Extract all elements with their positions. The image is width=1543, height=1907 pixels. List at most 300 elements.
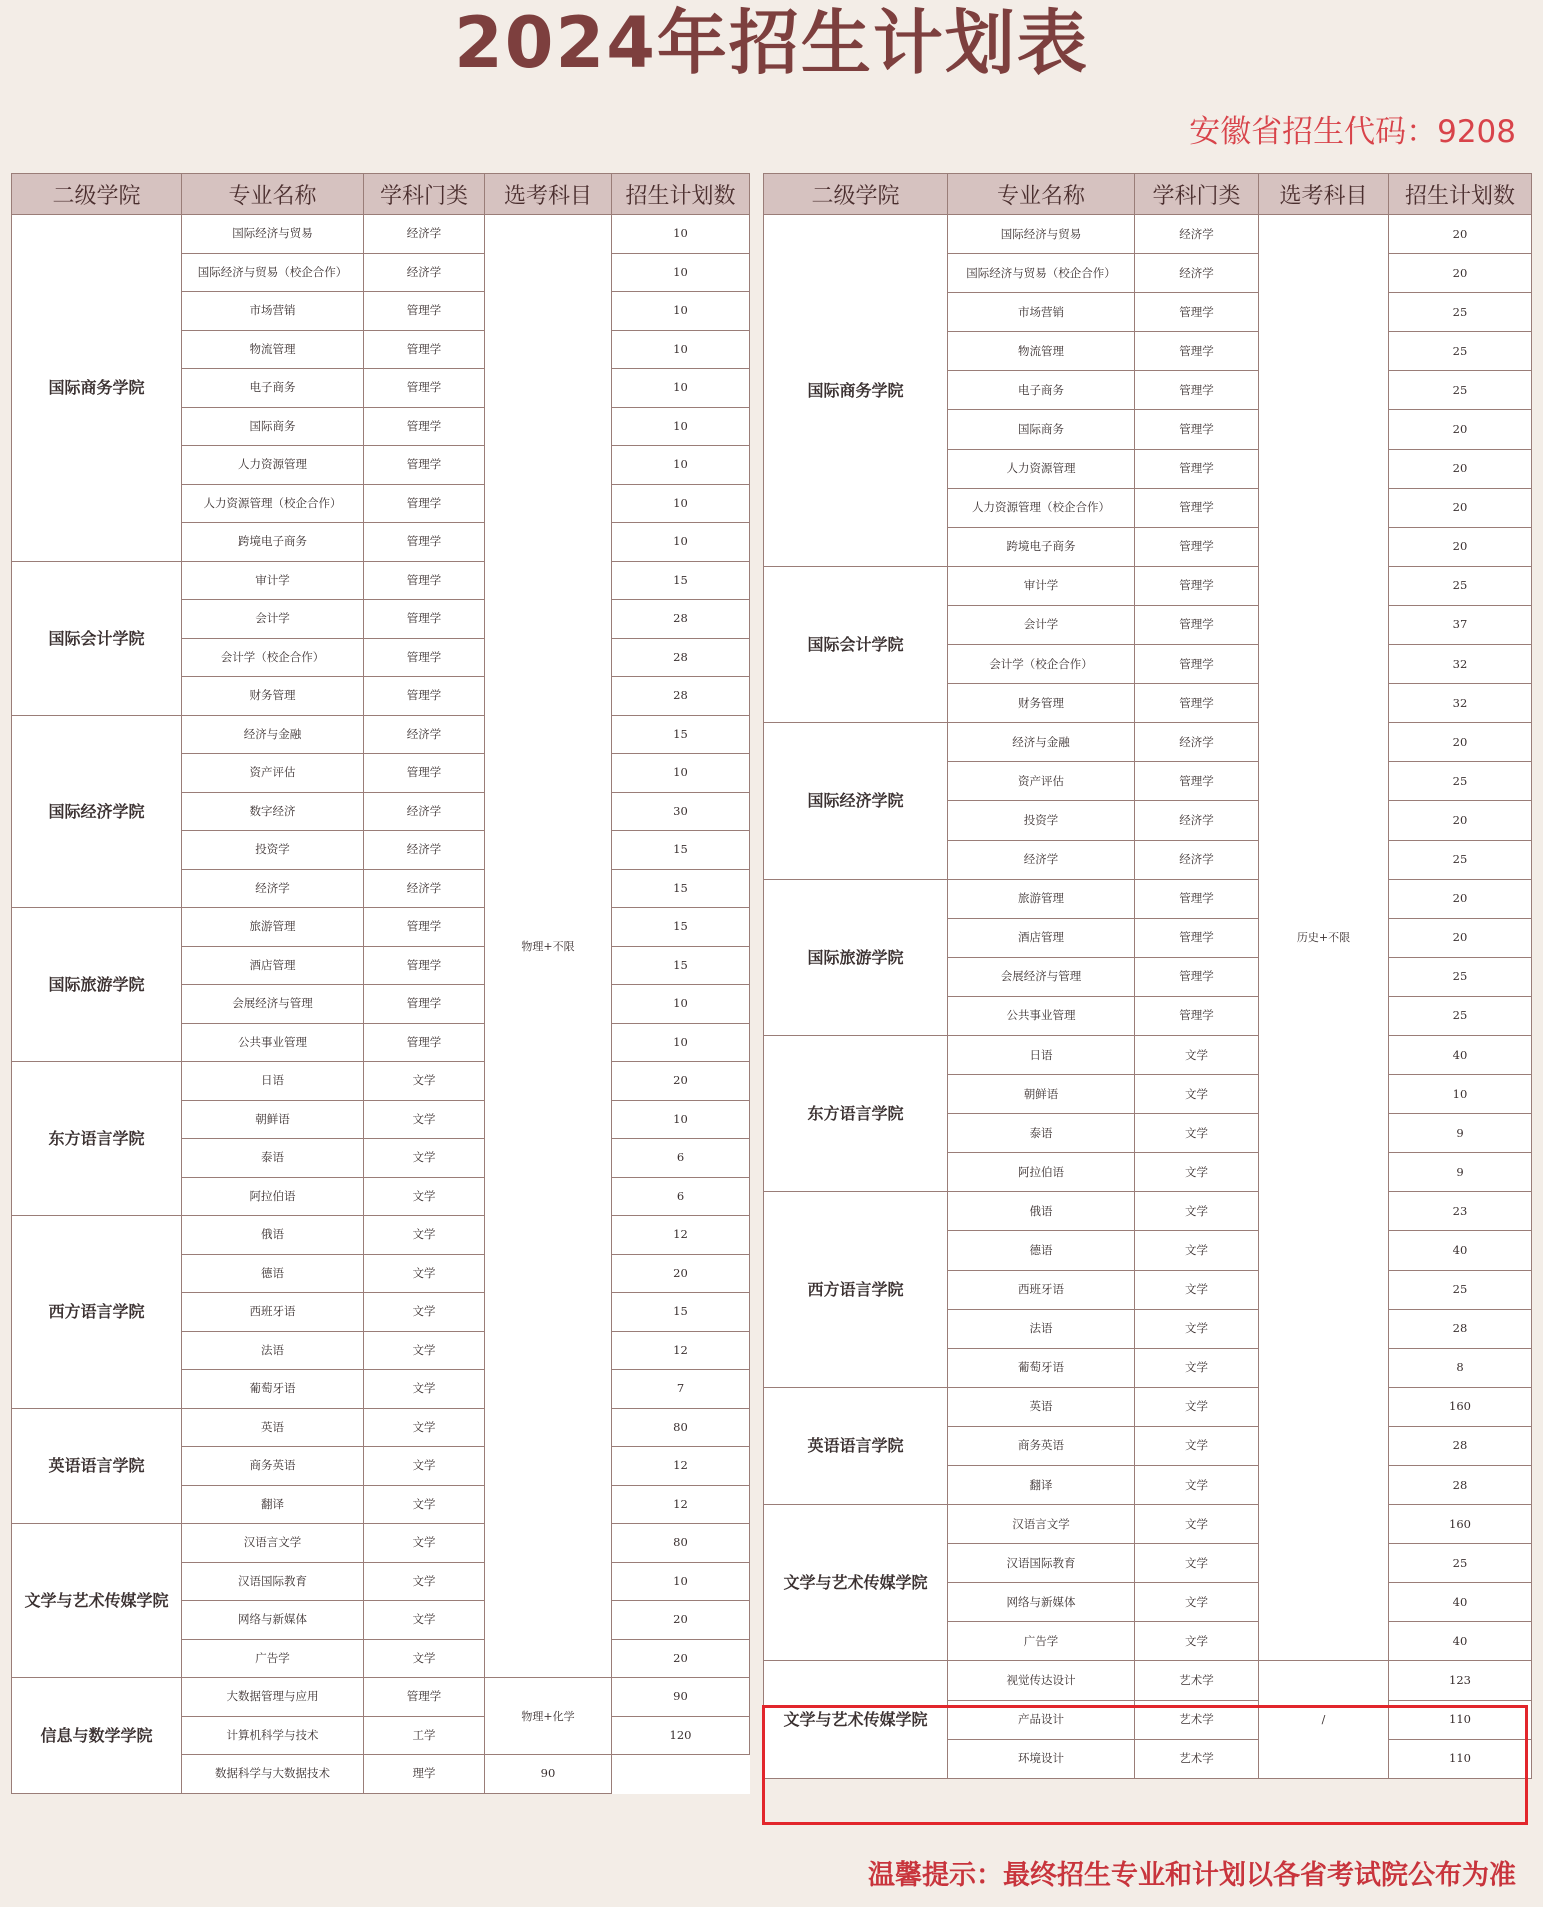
category-cell: 管理学 bbox=[1135, 410, 1259, 449]
major-cell: 公共事业管理 bbox=[182, 1023, 364, 1062]
major-cell: 英语 bbox=[948, 1387, 1135, 1426]
major-cell: 经济学 bbox=[182, 869, 364, 908]
college-cell: 东方语言学院 bbox=[764, 1035, 948, 1191]
major-cell: 经济与金融 bbox=[948, 723, 1135, 762]
plan-count-cell: 15 bbox=[612, 946, 750, 985]
college-cell: 国际经济学院 bbox=[764, 723, 948, 879]
plan-count-cell: 30 bbox=[612, 792, 750, 831]
category-cell: 管理学 bbox=[364, 407, 485, 446]
major-cell: 审计学 bbox=[948, 566, 1135, 605]
major-cell: 会计学 bbox=[948, 605, 1135, 644]
major-cell: 投资学 bbox=[182, 831, 364, 870]
major-cell: 俄语 bbox=[182, 1216, 364, 1255]
header-plan: 招生计划数 bbox=[1389, 174, 1532, 215]
major-cell: 经济与金融 bbox=[182, 715, 364, 754]
plan-count-cell: 10 bbox=[612, 446, 750, 485]
plan-count-cell: 10 bbox=[612, 215, 750, 254]
major-cell: 泰语 bbox=[948, 1114, 1135, 1153]
category-cell: 管理学 bbox=[1135, 996, 1259, 1035]
header-category: 学科门类 bbox=[1135, 174, 1259, 215]
category-cell: 文学 bbox=[1135, 1114, 1259, 1153]
category-cell: 管理学 bbox=[364, 946, 485, 985]
category-cell: 经济学 bbox=[364, 869, 485, 908]
major-cell: 葡萄牙语 bbox=[182, 1370, 364, 1409]
category-cell: 经济学 bbox=[364, 715, 485, 754]
subject-cell: / bbox=[1259, 1661, 1389, 1778]
major-cell: 汉语国际教育 bbox=[948, 1544, 1135, 1583]
plan-count-cell: 32 bbox=[1389, 645, 1532, 684]
major-cell: 跨境电子商务 bbox=[948, 527, 1135, 566]
table-row bbox=[12, 215, 750, 254]
plan-count-cell: 28 bbox=[612, 638, 750, 677]
category-cell: 文学 bbox=[364, 1524, 485, 1563]
category-cell: 管理学 bbox=[364, 484, 485, 523]
category-cell: 管理学 bbox=[1135, 488, 1259, 527]
subject-cell: 历史+不限 bbox=[1259, 215, 1389, 1661]
table-row bbox=[12, 1678, 750, 1717]
plan-count-cell: 25 bbox=[1389, 957, 1532, 996]
subject-cell: 物理+化学 bbox=[485, 1678, 612, 1755]
major-cell: 人力资源管理（校企合作） bbox=[948, 488, 1135, 527]
category-cell: 文学 bbox=[364, 1485, 485, 1524]
table-row bbox=[764, 723, 1532, 762]
category-cell: 艺术学 bbox=[1135, 1700, 1259, 1739]
plan-count-cell: 25 bbox=[1389, 293, 1532, 332]
category-cell: 管理学 bbox=[364, 1678, 485, 1717]
plan-count-cell: 80 bbox=[612, 1524, 750, 1563]
category-cell: 文学 bbox=[1135, 1387, 1259, 1426]
major-cell: 泰语 bbox=[182, 1139, 364, 1178]
major-cell: 计算机科学与技术 bbox=[182, 1716, 364, 1755]
major-cell: 会计学（校企合作） bbox=[182, 638, 364, 677]
major-cell: 西班牙语 bbox=[182, 1293, 364, 1332]
plan-count-cell: 12 bbox=[612, 1331, 750, 1370]
category-cell: 文学 bbox=[1135, 1622, 1259, 1661]
plan-count-cell: 32 bbox=[1389, 684, 1532, 723]
footer-tip: 温馨提示：最终招生专业和计划以各省考试院公布为准 bbox=[868, 1860, 1516, 1891]
major-cell: 电子商务 bbox=[182, 369, 364, 408]
category-cell: 文学 bbox=[1135, 1348, 1259, 1387]
category-cell: 文学 bbox=[364, 1370, 485, 1409]
table-row bbox=[12, 1062, 750, 1101]
category-cell: 管理学 bbox=[364, 523, 485, 562]
category-cell: 理学 bbox=[364, 1755, 485, 1794]
college-cell: 国际会计学院 bbox=[12, 561, 182, 715]
header-college: 二级学院 bbox=[12, 174, 182, 215]
category-cell: 文学 bbox=[1135, 1505, 1259, 1544]
college-cell: 东方语言学院 bbox=[12, 1062, 182, 1216]
plan-count-cell: 15 bbox=[612, 1293, 750, 1332]
category-cell: 经济学 bbox=[1135, 801, 1259, 840]
college-cell: 西方语言学院 bbox=[12, 1216, 182, 1409]
plan-count-cell: 10 bbox=[612, 754, 750, 793]
college-cell: 国际商务学院 bbox=[12, 215, 182, 562]
category-cell: 文学 bbox=[364, 1293, 485, 1332]
category-cell: 管理学 bbox=[364, 561, 485, 600]
header-category: 学科门类 bbox=[364, 174, 485, 215]
major-cell: 翻译 bbox=[948, 1466, 1135, 1505]
plan-count-cell: 110 bbox=[1389, 1700, 1532, 1739]
category-cell: 文学 bbox=[364, 1254, 485, 1293]
category-cell: 经济学 bbox=[1135, 723, 1259, 762]
category-cell: 管理学 bbox=[364, 638, 485, 677]
college-cell: 国际经济学院 bbox=[12, 715, 182, 908]
plan-count-cell: 40 bbox=[1389, 1622, 1532, 1661]
major-cell: 德语 bbox=[182, 1254, 364, 1293]
category-cell: 文学 bbox=[1135, 1583, 1259, 1622]
category-cell: 文学 bbox=[1135, 1075, 1259, 1114]
major-cell: 大数据管理与应用 bbox=[182, 1678, 364, 1717]
plan-count-cell: 20 bbox=[612, 1639, 750, 1678]
category-cell: 管理学 bbox=[364, 446, 485, 485]
category-cell: 文学 bbox=[1135, 1309, 1259, 1348]
major-cell: 翻译 bbox=[182, 1485, 364, 1524]
header-subjects: 选考科目 bbox=[1259, 174, 1389, 215]
plan-count-cell: 9 bbox=[1389, 1114, 1532, 1153]
plan-count-cell: 25 bbox=[1389, 332, 1532, 371]
plan-count-cell: 160 bbox=[1389, 1505, 1532, 1544]
plan-count-cell: 25 bbox=[1389, 371, 1532, 410]
table-row bbox=[12, 1216, 750, 1255]
header-plan: 招生计划数 bbox=[612, 174, 750, 215]
category-cell: 管理学 bbox=[1135, 332, 1259, 371]
major-cell: 朝鲜语 bbox=[182, 1100, 364, 1139]
category-cell: 管理学 bbox=[364, 677, 485, 716]
plan-count-cell: 25 bbox=[1389, 1544, 1532, 1583]
category-cell: 经济学 bbox=[364, 215, 485, 254]
major-cell: 会展经济与管理 bbox=[948, 957, 1135, 996]
major-cell: 德语 bbox=[948, 1231, 1135, 1270]
plan-count-cell: 10 bbox=[612, 985, 750, 1024]
plan-count-cell: 6 bbox=[612, 1139, 750, 1178]
plan-count-cell: 25 bbox=[1389, 996, 1532, 1035]
plan-count-cell: 10 bbox=[1389, 1075, 1532, 1114]
major-cell: 法语 bbox=[182, 1331, 364, 1370]
plan-count-cell: 10 bbox=[612, 407, 750, 446]
major-cell: 旅游管理 bbox=[182, 908, 364, 947]
category-cell: 经济学 bbox=[364, 792, 485, 831]
plan-count-cell: 28 bbox=[1389, 1309, 1532, 1348]
category-cell: 文学 bbox=[364, 1100, 485, 1139]
major-cell: 英语 bbox=[182, 1408, 364, 1447]
category-cell: 管理学 bbox=[1135, 879, 1259, 918]
plan-count-cell: 10 bbox=[612, 253, 750, 292]
category-cell: 管理学 bbox=[364, 292, 485, 331]
table-row bbox=[12, 715, 750, 754]
college-cell: 英语语言学院 bbox=[12, 1408, 182, 1524]
category-cell: 管理学 bbox=[1135, 645, 1259, 684]
category-cell: 管理学 bbox=[364, 1023, 485, 1062]
plan-count-cell: 28 bbox=[1389, 1426, 1532, 1465]
table-row bbox=[764, 1661, 1532, 1700]
category-cell: 经济学 bbox=[1135, 215, 1259, 254]
major-cell: 市场营销 bbox=[182, 292, 364, 331]
major-cell: 网络与新媒体 bbox=[182, 1601, 364, 1640]
table-row bbox=[12, 1524, 750, 1563]
major-cell: 数字经济 bbox=[182, 792, 364, 831]
category-cell: 管理学 bbox=[364, 600, 485, 639]
plan-count-cell: 10 bbox=[612, 523, 750, 562]
plan-count-cell: 12 bbox=[612, 1216, 750, 1255]
category-cell: 文学 bbox=[364, 1216, 485, 1255]
plan-count-cell: 37 bbox=[1389, 605, 1532, 644]
category-cell: 艺术学 bbox=[1135, 1739, 1259, 1778]
header-major: 专业名称 bbox=[948, 174, 1135, 215]
category-cell: 文学 bbox=[364, 1331, 485, 1370]
category-cell: 管理学 bbox=[1135, 371, 1259, 410]
major-cell: 视觉传达设计 bbox=[948, 1661, 1135, 1700]
plan-count-cell: 10 bbox=[612, 1562, 750, 1601]
category-cell: 经济学 bbox=[364, 253, 485, 292]
table-row bbox=[764, 566, 1532, 605]
plan-count-cell: 8 bbox=[1389, 1348, 1532, 1387]
category-cell: 艺术学 bbox=[1135, 1661, 1259, 1700]
plan-count-cell: 23 bbox=[1389, 1192, 1532, 1231]
table-row bbox=[764, 215, 1532, 254]
major-cell: 市场营销 bbox=[948, 293, 1135, 332]
major-cell: 国际经济与贸易（校企合作） bbox=[948, 254, 1135, 293]
category-cell: 文学 bbox=[364, 1639, 485, 1678]
category-cell: 经济学 bbox=[364, 831, 485, 870]
major-cell: 跨境电子商务 bbox=[182, 523, 364, 562]
category-cell: 管理学 bbox=[1135, 918, 1259, 957]
major-cell: 会计学 bbox=[182, 600, 364, 639]
plan-count-cell: 28 bbox=[612, 600, 750, 639]
major-cell: 汉语言文学 bbox=[948, 1505, 1135, 1544]
plan-count-cell: 120 bbox=[612, 1716, 750, 1755]
college-cell: 信息与数学学院 bbox=[12, 1678, 182, 1794]
plan-count-cell: 20 bbox=[1389, 254, 1532, 293]
major-cell: 物流管理 bbox=[948, 332, 1135, 371]
major-cell: 西班牙语 bbox=[948, 1270, 1135, 1309]
college-cell: 西方语言学院 bbox=[764, 1192, 948, 1387]
header-subjects: 选考科目 bbox=[485, 174, 612, 215]
category-cell: 文学 bbox=[364, 1408, 485, 1447]
college-cell: 英语语言学院 bbox=[764, 1387, 948, 1504]
plan-count-cell: 20 bbox=[1389, 449, 1532, 488]
category-cell: 文学 bbox=[1135, 1466, 1259, 1505]
category-cell: 管理学 bbox=[1135, 527, 1259, 566]
plan-count-cell: 40 bbox=[1389, 1035, 1532, 1074]
plan-count-cell: 10 bbox=[612, 1023, 750, 1062]
college-cell: 文学与艺术传媒学院 bbox=[764, 1505, 948, 1661]
plan-count-cell: 15 bbox=[612, 869, 750, 908]
category-cell: 文学 bbox=[364, 1447, 485, 1486]
plan-count-cell: 15 bbox=[612, 831, 750, 870]
plan-count-cell: 80 bbox=[612, 1408, 750, 1447]
major-cell: 俄语 bbox=[948, 1192, 1135, 1231]
category-cell: 管理学 bbox=[364, 369, 485, 408]
major-cell: 国际经济与贸易 bbox=[948, 215, 1135, 254]
major-cell: 人力资源管理 bbox=[182, 446, 364, 485]
table-row bbox=[764, 1505, 1532, 1544]
plan-count-cell: 10 bbox=[612, 1100, 750, 1139]
table-row bbox=[764, 1387, 1532, 1426]
major-cell: 国际商务 bbox=[948, 410, 1135, 449]
table-row bbox=[12, 1408, 750, 1447]
category-cell: 管理学 bbox=[1135, 762, 1259, 801]
major-cell: 国际商务 bbox=[182, 407, 364, 446]
plan-count-cell: 20 bbox=[1389, 488, 1532, 527]
header-college: 二级学院 bbox=[764, 174, 948, 215]
major-cell: 阿拉伯语 bbox=[948, 1153, 1135, 1192]
plan-count-cell: 10 bbox=[612, 292, 750, 331]
major-cell: 广告学 bbox=[182, 1639, 364, 1678]
major-cell: 经济学 bbox=[948, 840, 1135, 879]
category-cell: 管理学 bbox=[1135, 957, 1259, 996]
major-cell: 资产评估 bbox=[948, 762, 1135, 801]
category-cell: 文学 bbox=[364, 1139, 485, 1178]
major-cell: 葡萄牙语 bbox=[948, 1348, 1135, 1387]
plan-table-left bbox=[11, 173, 750, 1794]
category-cell: 管理学 bbox=[364, 754, 485, 793]
major-cell: 朝鲜语 bbox=[948, 1075, 1135, 1114]
category-cell: 管理学 bbox=[1135, 684, 1259, 723]
major-cell: 商务英语 bbox=[182, 1447, 364, 1486]
table-row bbox=[12, 561, 750, 600]
category-cell: 文学 bbox=[1135, 1035, 1259, 1074]
plan-count-cell: 15 bbox=[612, 715, 750, 754]
province-code: 安徽省招生代码：9208 bbox=[1189, 114, 1516, 150]
plan-count-cell: 6 bbox=[612, 1177, 750, 1216]
major-cell: 国际经济与贸易（校企合作） bbox=[182, 253, 364, 292]
category-cell: 管理学 bbox=[1135, 605, 1259, 644]
category-cell: 管理学 bbox=[1135, 293, 1259, 332]
college-cell: 国际旅游学院 bbox=[764, 879, 948, 1035]
plan-count-cell: 20 bbox=[1389, 723, 1532, 762]
category-cell: 管理学 bbox=[364, 908, 485, 947]
major-cell: 环境设计 bbox=[948, 1739, 1135, 1778]
major-cell: 人力资源管理 bbox=[948, 449, 1135, 488]
category-cell: 文学 bbox=[364, 1562, 485, 1601]
plan-count-cell: 7 bbox=[612, 1370, 750, 1409]
plan-count-cell: 28 bbox=[612, 677, 750, 716]
major-cell: 财务管理 bbox=[948, 684, 1135, 723]
category-cell: 文学 bbox=[1135, 1544, 1259, 1583]
major-cell: 电子商务 bbox=[948, 371, 1135, 410]
college-cell: 文学与艺术传媒学院 bbox=[12, 1524, 182, 1678]
major-cell: 财务管理 bbox=[182, 677, 364, 716]
category-cell: 经济学 bbox=[1135, 254, 1259, 293]
major-cell: 数据科学与大数据技术 bbox=[182, 1755, 364, 1794]
major-cell: 商务英语 bbox=[948, 1426, 1135, 1465]
major-cell: 汉语言文学 bbox=[182, 1524, 364, 1563]
college-cell: 国际商务学院 bbox=[764, 215, 948, 567]
plan-count-cell: 20 bbox=[1389, 527, 1532, 566]
plan-count-cell: 90 bbox=[612, 1678, 750, 1717]
subject-cell: 物理+不限 bbox=[485, 215, 612, 1678]
plan-count-cell: 12 bbox=[612, 1447, 750, 1486]
category-cell: 文学 bbox=[1135, 1153, 1259, 1192]
major-cell: 旅游管理 bbox=[948, 879, 1135, 918]
category-cell: 管理学 bbox=[364, 330, 485, 369]
plan-count-cell: 20 bbox=[612, 1062, 750, 1101]
major-cell: 日语 bbox=[182, 1062, 364, 1101]
table-header-row bbox=[764, 174, 1532, 215]
plan-count-cell: 10 bbox=[612, 330, 750, 369]
header-major: 专业名称 bbox=[182, 174, 364, 215]
table-row bbox=[764, 1035, 1532, 1074]
category-cell: 工学 bbox=[364, 1716, 485, 1755]
plan-count-cell: 90 bbox=[485, 1755, 612, 1794]
college-cell: 国际旅游学院 bbox=[12, 908, 182, 1062]
plan-count-cell: 25 bbox=[1389, 840, 1532, 879]
major-cell: 国际经济与贸易 bbox=[182, 215, 364, 254]
major-cell: 广告学 bbox=[948, 1622, 1135, 1661]
major-cell: 产品设计 bbox=[948, 1700, 1135, 1739]
category-cell: 文学 bbox=[1135, 1231, 1259, 1270]
plan-count-cell: 20 bbox=[1389, 918, 1532, 957]
table-header-row bbox=[12, 174, 750, 215]
major-cell: 汉语国际教育 bbox=[182, 1562, 364, 1601]
table-row bbox=[12, 908, 750, 947]
category-cell: 管理学 bbox=[1135, 566, 1259, 605]
major-cell: 审计学 bbox=[182, 561, 364, 600]
plan-count-cell: 110 bbox=[1389, 1739, 1532, 1778]
plan-count-cell: 40 bbox=[1389, 1583, 1532, 1622]
plan-count-cell: 20 bbox=[612, 1254, 750, 1293]
major-cell: 酒店管理 bbox=[948, 918, 1135, 957]
plan-table-right bbox=[763, 173, 1532, 1779]
plan-count-cell: 12 bbox=[612, 1485, 750, 1524]
page-title: 2024年招生计划表 bbox=[454, 2, 1089, 84]
college-cell: 国际会计学院 bbox=[764, 566, 948, 722]
plan-count-cell: 160 bbox=[1389, 1387, 1532, 1426]
plan-count-cell: 28 bbox=[1389, 1466, 1532, 1505]
plan-count-cell: 25 bbox=[1389, 566, 1532, 605]
major-cell: 会展经济与管理 bbox=[182, 985, 364, 1024]
plan-count-cell: 20 bbox=[1389, 215, 1532, 254]
category-cell: 经济学 bbox=[1135, 840, 1259, 879]
major-cell: 投资学 bbox=[948, 801, 1135, 840]
plan-count-cell: 15 bbox=[612, 561, 750, 600]
category-cell: 文学 bbox=[1135, 1270, 1259, 1309]
college-cell: 文学与艺术传媒学院 bbox=[764, 1661, 948, 1778]
major-cell: 法语 bbox=[948, 1309, 1135, 1348]
table-row bbox=[764, 1192, 1532, 1231]
major-cell: 会计学（校企合作） bbox=[948, 645, 1135, 684]
plan-count-cell: 9 bbox=[1389, 1153, 1532, 1192]
category-cell: 管理学 bbox=[1135, 449, 1259, 488]
plan-count-cell: 20 bbox=[1389, 410, 1532, 449]
plan-count-cell: 25 bbox=[1389, 762, 1532, 801]
major-cell: 酒店管理 bbox=[182, 946, 364, 985]
major-cell: 人力资源管理（校企合作） bbox=[182, 484, 364, 523]
table-row bbox=[764, 879, 1532, 918]
plan-count-cell: 20 bbox=[1389, 801, 1532, 840]
category-cell: 文学 bbox=[364, 1601, 485, 1640]
category-cell: 文学 bbox=[1135, 1192, 1259, 1231]
major-cell: 阿拉伯语 bbox=[182, 1177, 364, 1216]
major-cell: 公共事业管理 bbox=[948, 996, 1135, 1035]
category-cell: 文学 bbox=[1135, 1426, 1259, 1465]
plan-count-cell: 10 bbox=[612, 484, 750, 523]
plan-count-cell: 40 bbox=[1389, 1231, 1532, 1270]
plan-count-cell: 25 bbox=[1389, 1270, 1532, 1309]
plan-count-cell: 20 bbox=[1389, 879, 1532, 918]
category-cell: 文学 bbox=[364, 1177, 485, 1216]
plan-count-cell: 15 bbox=[612, 908, 750, 947]
category-cell: 管理学 bbox=[364, 985, 485, 1024]
plan-count-cell: 20 bbox=[612, 1601, 750, 1640]
category-cell: 文学 bbox=[364, 1062, 485, 1101]
major-cell: 物流管理 bbox=[182, 330, 364, 369]
major-cell: 网络与新媒体 bbox=[948, 1583, 1135, 1622]
major-cell: 日语 bbox=[948, 1035, 1135, 1074]
plan-count-cell: 10 bbox=[612, 369, 750, 408]
plan-count-cell: 123 bbox=[1389, 1661, 1532, 1700]
major-cell: 资产评估 bbox=[182, 754, 364, 793]
